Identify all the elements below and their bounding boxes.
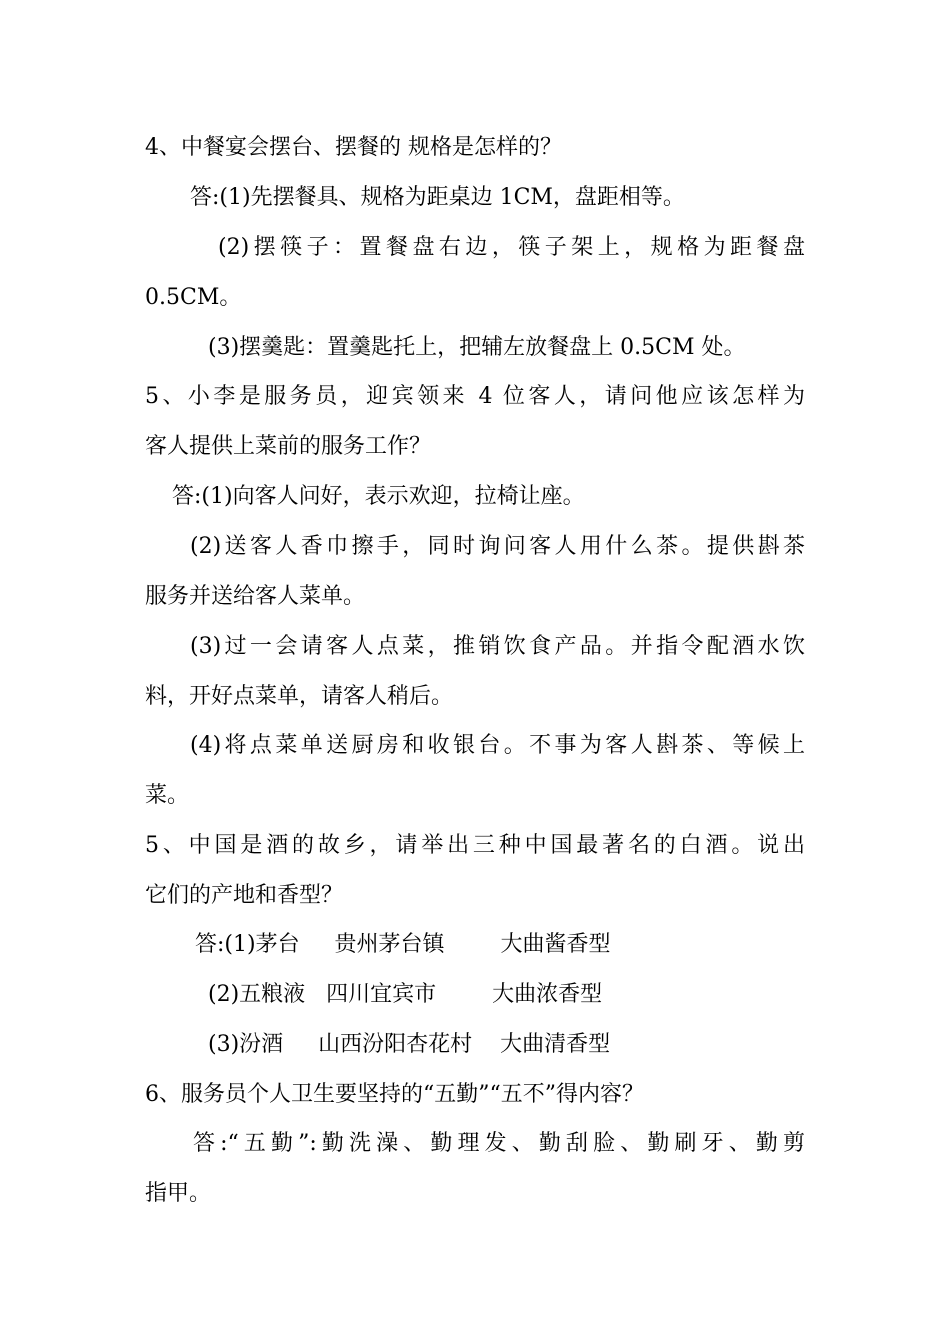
question-5b: 5、中国是酒的故乡，请举出三种中国最著名的白酒。说出 xyxy=(145,833,805,858)
answer-5a-item-2: (2)送客人香巾擦手，同时询问客人用什么茶。提供斟茶 xyxy=(190,534,805,559)
answer-5a-item-3-cont: 料，开好点菜单，请客人稍后。 xyxy=(145,684,454,709)
answer-5b-item-3: (3)汾酒 山西汾阳杏花村 大曲清香型 xyxy=(208,1032,611,1057)
answer-4-item-3: (3)摆羹匙：置羹匙托上，把辅左放餐盘上 0.5CM 处。 xyxy=(208,335,746,360)
answer-6: 答:“五勤”:勤洗澡、勤理发、勤刮脸、勤刷牙、勤剪 xyxy=(193,1131,805,1156)
question-6: 6、服务员个人卫生要坚持的“五勤”“五不”得内容？ xyxy=(145,1082,644,1107)
answer-5b-item-2: (2)五粮液 四川宜宾市 大曲浓香型 xyxy=(208,982,603,1007)
question-5b-cont: 它们的产地和香型？ xyxy=(145,883,344,908)
answer-4-item-1: 答:(1)先摆餐具、规格为距桌边 1CM，盘距相等。 xyxy=(190,185,685,210)
answer-5a-item-3: (3)过一会请客人点菜，推销饮食产品。并指令配酒水饮 xyxy=(190,634,805,659)
question-5a-cont: 客人提供上菜前的服务工作？ xyxy=(145,434,432,459)
question-4: 4、中餐宴会摆台、摆餐的 规格是怎样的？ xyxy=(145,135,562,160)
answer-5a-item-4: (4)将点菜单送厨房和收银台。不事为客人斟茶、等候上 xyxy=(190,733,805,758)
answer-5a-item-4-cont: 菜。 xyxy=(145,783,190,808)
answer-6-cont: 指甲。 xyxy=(145,1181,212,1206)
answer-4-item-2: (2)摆筷子：置餐盘右边，筷子架上，规格为距餐盘 xyxy=(218,235,805,260)
answer-5a-item-2-cont: 服务并送给客人菜单。 xyxy=(145,584,366,609)
question-5a: 5、小李是服务员，迎宾领来 4 位客人，请问他应该怎样为 xyxy=(145,384,805,409)
answer-5a-item-1: 答:(1)向客人问好，表示欢迎，拉椅让座。 xyxy=(172,484,585,509)
answer-4-item-2-cont: 0.5CM。 xyxy=(145,285,242,310)
answer-5b-item-1: 答:(1)茅台 贵州茅台镇 大曲酱香型 xyxy=(195,932,611,957)
